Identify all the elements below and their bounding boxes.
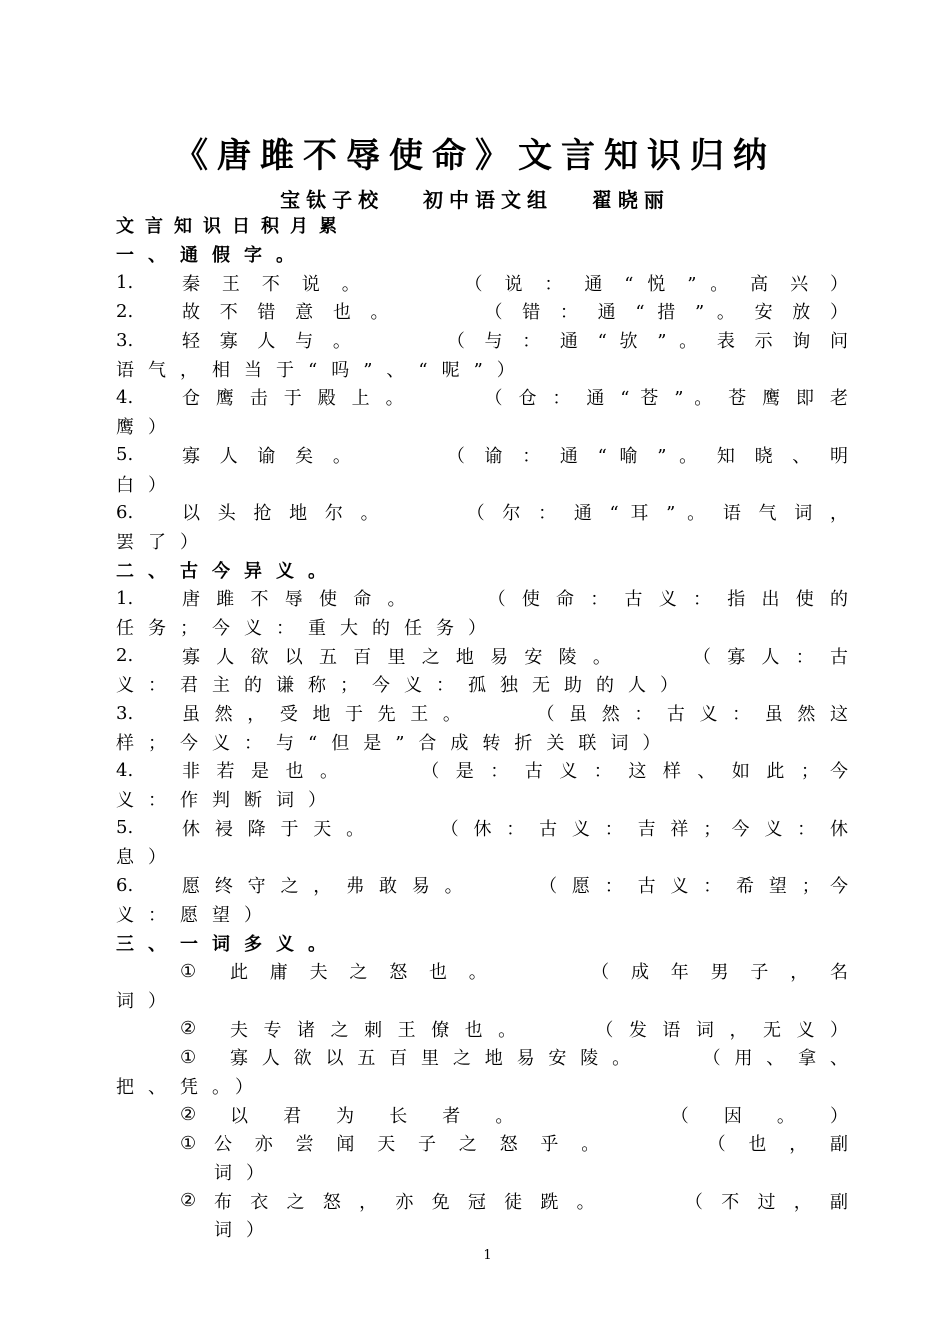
list-item (116, 871, 848, 900)
item-number: 3. (116, 329, 134, 351)
item-text: 虽 然 ， 受 地 于 先 王 。 （ 虽 然 ： 古 义 ： 虽 然 这 (182, 704, 848, 726)
item-continuation: 义：君主的谦称；今义：孤独无助的人） (116, 675, 692, 697)
list-item (116, 297, 848, 326)
item-text: 故 不 错 意 也 。 （ 错 ： 通 “ 措 ” 。 安 放 ） (182, 302, 848, 324)
item-continuation: 把、凭。） (116, 1076, 267, 1098)
section-heading-gujin: 二、古今异义。 (116, 560, 340, 582)
yici-list (116, 957, 848, 1244)
item-text: 愿 终 守 之 ， 弗 敢 易 。 （ 愿 ： 古 义 ： 希 望 ； 今 (182, 876, 848, 898)
list-item (116, 699, 848, 728)
item-marker: ② (180, 1190, 197, 1212)
list-item (116, 957, 848, 986)
list-item (116, 584, 848, 613)
list-item (116, 1129, 848, 1158)
item-continuation: 任务；今义：重大的任务） (116, 617, 500, 639)
item-text: 寡 人 欲 以 五 百 里 之 地 易 安 陵 。 （ 用 、 拿 、 (230, 1048, 848, 1070)
item-marker: ② (180, 1018, 197, 1040)
item-text: 以 头 抢 地 尔 。 （ 尔 ： 通 “ 耳 ” 。 语 气 词 ， (182, 503, 848, 525)
page-number: 1 (483, 1248, 492, 1263)
tongjia-list (116, 268, 848, 555)
item-marker: ② (180, 1104, 197, 1126)
item-text: 以 君 为 长 者 。 （ 因 。 ） (230, 1105, 848, 1127)
list-item (116, 1043, 848, 1072)
document-body (116, 211, 848, 1244)
item-number: 3. (116, 702, 134, 724)
item-number: 2. (116, 300, 134, 322)
section-heading-yici: 三、一词多义。 (116, 933, 340, 955)
list-item (116, 441, 848, 470)
item-text: 此 庸 夫 之 怒 也 。 （ 成 年 男 子 ， 名 (230, 962, 848, 984)
item-text: 唐 雎 不 辱 使 命 。 （ 使 命 ： 古 义 ： 指 出 使 的 (182, 589, 848, 611)
list-item (116, 813, 848, 842)
item-marker: ① (180, 1046, 197, 1068)
item-number: 5. (116, 444, 134, 466)
item-continuation: 息） (116, 847, 180, 869)
item-continuation: 白） (116, 474, 180, 496)
item-number: 1. (116, 272, 134, 294)
document-title: 《唐雎不辱使命》文言知识归纳 (174, 136, 776, 176)
item-continuation: 鹰） (116, 417, 180, 439)
item-text: 寡 人 谕 矣 。 （ 谕 ： 通 “ 喻 ” 。 知 晓 、 明 (182, 445, 848, 467)
list-item (116, 641, 848, 670)
item-number: 4. (116, 386, 134, 408)
item-continuation: 罢了） (116, 531, 212, 553)
list-item (116, 1014, 848, 1043)
item-continuation: 词） (116, 990, 180, 1012)
item-continuation: 词） (214, 1163, 278, 1185)
item-number: 1. (116, 587, 134, 609)
item-text: 仓 鹰 击 于 殿 上 。 （ 仓 ： 通 “ 苍 ” 。 苍 鹰 即 老 (182, 388, 848, 410)
item-continuation: 词） (214, 1220, 278, 1242)
list-item (116, 383, 848, 412)
gujin-list (116, 584, 848, 928)
list-item (116, 1186, 848, 1215)
list-item (116, 498, 848, 527)
list-item (116, 326, 848, 355)
item-text: 非 若 是 也 。 （ 是 ： 古 义 ： 这 样 、 如 此 ； 今 (182, 761, 848, 783)
section-heading-tongjia: 一、通假字。 (116, 245, 308, 267)
item-continuation: 样；今义：与“但是”合成转折关联词） (116, 732, 675, 754)
item-text: 夫 专 诸 之 刺 王 僚 也 。 （ 发 语 词 ， 无 义 ） (230, 1019, 849, 1041)
item-text: 休 祲 降 于 天 。 （ 休 ： 古 义 ： 吉 祥 ； 今 义 ： 休 (182, 818, 848, 840)
item-marker: ① (180, 960, 197, 982)
item-text: 布 衣 之 怒 ， 亦 免 冠 徒 跣 。 （ 不 过 ， 副 (214, 1191, 848, 1213)
item-marker: ① (180, 1132, 197, 1154)
section-intro-heading: 文言知识日积月累 (116, 216, 348, 238)
item-number: 5. (116, 817, 134, 839)
list-item (116, 756, 848, 785)
item-text: 寡 人 欲 以 五 百 里 之 地 易 安 陵 。 （ 寡 人 ： 古 (182, 646, 848, 668)
item-text: 轻 寡 人 与 。 （ 与 ： 通 “ 欤 ” 。 表 示 询 问 (182, 331, 848, 353)
item-text: 公 亦 尝 闻 天 子 之 怒 乎 。 （ 也 ， 副 (214, 1134, 848, 1156)
item-continuation: 语气，相当于“吗”、“呢”） (116, 359, 529, 381)
item-continuation: 义：作判断词） (116, 790, 340, 812)
list-item (116, 268, 848, 297)
item-continuation: 义：愿望） (116, 904, 276, 926)
item-number: 6. (116, 874, 134, 896)
document-subtitle: 宝钛子校 初中语文组 翟晓丽 (280, 188, 670, 212)
item-text: 秦 王 不 说 。 （ 说 ： 通 “ 悦 ” 。 高 兴 ） (182, 273, 848, 295)
item-number: 2. (116, 645, 134, 667)
list-item (116, 1100, 848, 1129)
item-number: 6. (116, 501, 134, 523)
item-number: 4. (116, 759, 134, 781)
